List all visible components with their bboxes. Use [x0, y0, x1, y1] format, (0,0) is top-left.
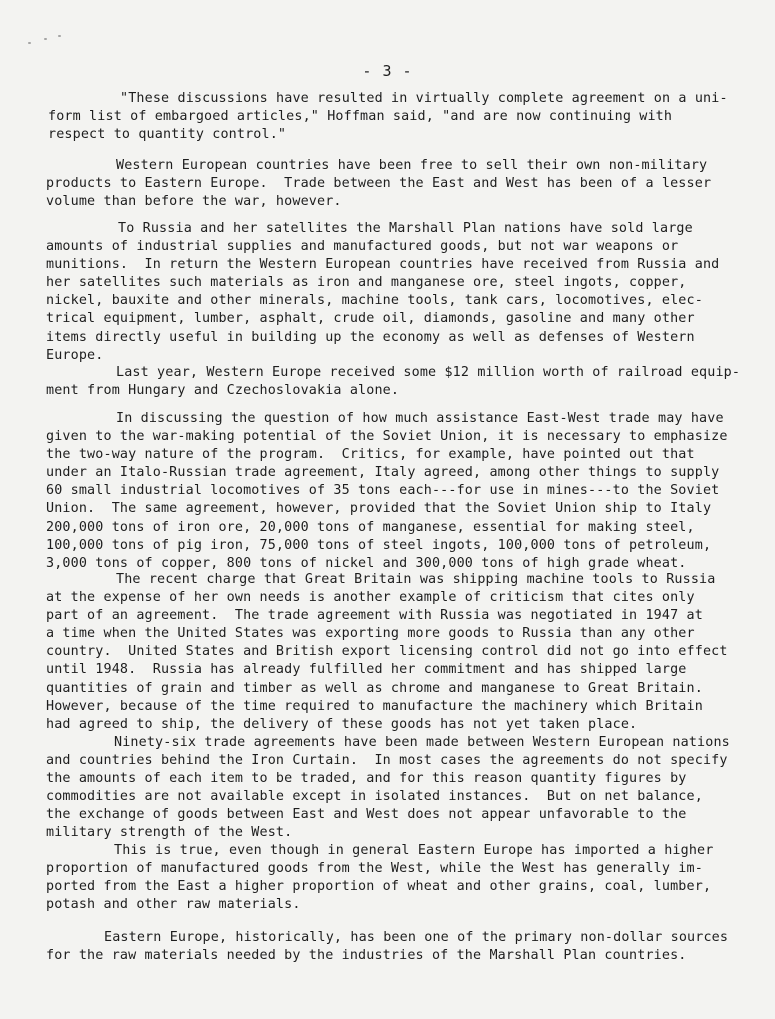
paragraph — [0, 842, 713, 914]
text-line: The recent charge that Great Britain was shipping machine tools to Russia — [116, 572, 716, 587]
paper-speck — [44, 38, 47, 40]
paragraph — [0, 734, 730, 843]
text-line: country. United States and British export licensing control did not go into effect — [46, 644, 728, 660]
text-line: Europe. — [46, 347, 104, 363]
text-line: given to the war-making potential of the Soviet Union, it is necessary to emphasize — [46, 429, 728, 445]
text-line: items directly useful in building up the economy as well as defenses of Western — [46, 329, 695, 345]
page-number: - 3 - — [362, 62, 413, 80]
paragraph — [0, 90, 728, 144]
text-line: However, because of the time required to manufacture the machinery which Britain — [46, 698, 703, 714]
text-line: her satellites such materials as iron and manganese ore, steel ingots, copper, — [46, 275, 687, 291]
paragraph — [0, 929, 728, 965]
text-line: products to Eastern Europe. Trade between the East and West has been of a lesser — [46, 176, 712, 192]
text-line: a time when the United States was exporting more goods to Russia than any other — [46, 626, 695, 642]
text-line: respect to quantity control." — [48, 127, 287, 143]
paper-speck — [58, 35, 61, 37]
text-line: for the raw materials needed by the industries of the Marshall Plan countries. — [46, 948, 687, 964]
text-line: part of an agreement. The trade agreement with Russia was negotiated in 1947 at — [46, 608, 703, 624]
paragraph — [0, 571, 728, 734]
text-line: Ninety-six trade agreements have been made between Western European nations — [114, 735, 730, 750]
text-line: under an Italo-Russian trade agreement, Italy agreed, among other things to supply — [46, 465, 720, 481]
paragraph — [0, 157, 711, 211]
text-line: 200,000 tons of iron ore, 20,000 tons of manganese, essential for making steel, — [46, 519, 695, 535]
text-line: "These discussions have resulted in virtually complete agreement on a uni- — [120, 91, 728, 106]
text-line: until 1948. Russia has already fulfilled her commitment and has shipped large — [46, 662, 687, 678]
text-line: ment from Hungary and Czechoslovakia alone. — [46, 383, 400, 399]
text-line: commodities are not available except in isolated instances. But on net balance, — [46, 789, 703, 805]
text-line: Eastern Europe, historically, has been one of the primary non-dollar sources — [104, 930, 729, 945]
text-line: munitions. In return the Western European countries have received from Russia and — [46, 257, 720, 273]
text-line: and countries behind the Iron Curtain. In most cases the agreements do not specify — [46, 753, 728, 769]
text-line: the exchange of goods between East and West does not appear unfavorable to the — [46, 807, 687, 823]
text-line: 60 small industrial locomotives of 35 tons each---for use in mines---to the Soviet — [46, 483, 720, 499]
text-line: form list of embargoed articles," Hoffman said, "and are now continuing with — [48, 109, 673, 125]
paragraph — [0, 410, 728, 573]
text-line: 3,000 tons of copper, 800 tons of nickel and 300,000 tons of high grade wheat. — [46, 555, 687, 571]
text-line: ported from the East a higher proportion of wheat and other grains, coal, lumber, — [46, 879, 712, 895]
text-line: amounts of industrial supplies and manufactured goods, but not war weapons or — [46, 239, 679, 255]
text-line: In discussing the question of how much assistance East-West trade may have — [116, 411, 724, 426]
text-line: military strength of the West. — [46, 825, 293, 841]
text-line: proportion of manufactured goods from the West, while the West has generally im- — [46, 861, 703, 877]
paper-speck — [28, 42, 31, 44]
text-line: had agreed to ship, the delivery of these goods has not yet taken place. — [46, 716, 638, 732]
text-line: trical equipment, lumber, asphalt, crude oil, diamonds, gasoline and many other — [46, 311, 695, 327]
text-line: Western European countries have been free to sell their own non-military — [116, 158, 708, 173]
text-line: the two-way nature of the program. Critics, for example, have pointed out that — [46, 447, 695, 463]
text-line: Union. The same agreement, however, provided that the Soviet Union ship to Italy — [46, 501, 712, 517]
text-line: quantities of grain and timber as well as chrome and manganese to Great Britain. — [46, 680, 703, 696]
text-line: nickel, bauxite and other minerals, machine tools, tank cars, locomotives, elec- — [46, 293, 703, 309]
text-line: at the expense of her own needs is another example of criticism that cites only — [46, 590, 695, 606]
text-line: the amounts of each item to be traded, and for this reason quantity figures by — [46, 771, 687, 787]
text-line: volume than before the war, however. — [46, 194, 342, 210]
text-line: potash and other raw materials. — [46, 897, 301, 913]
paragraph — [0, 364, 740, 400]
paragraph — [0, 220, 719, 365]
text-line: This is true, even though in general Eastern Europe has imported a higher — [114, 843, 714, 858]
text-line: To Russia and her satellites the Marshall Plan nations have sold large — [118, 221, 693, 236]
text-line: 100,000 tons of pig iron, 75,000 tons of steel ingots, 100,000 tons of petroleum, — [46, 537, 712, 553]
text-line: Last year, Western Europe received some $12 million worth of railroad equip- — [116, 365, 741, 380]
